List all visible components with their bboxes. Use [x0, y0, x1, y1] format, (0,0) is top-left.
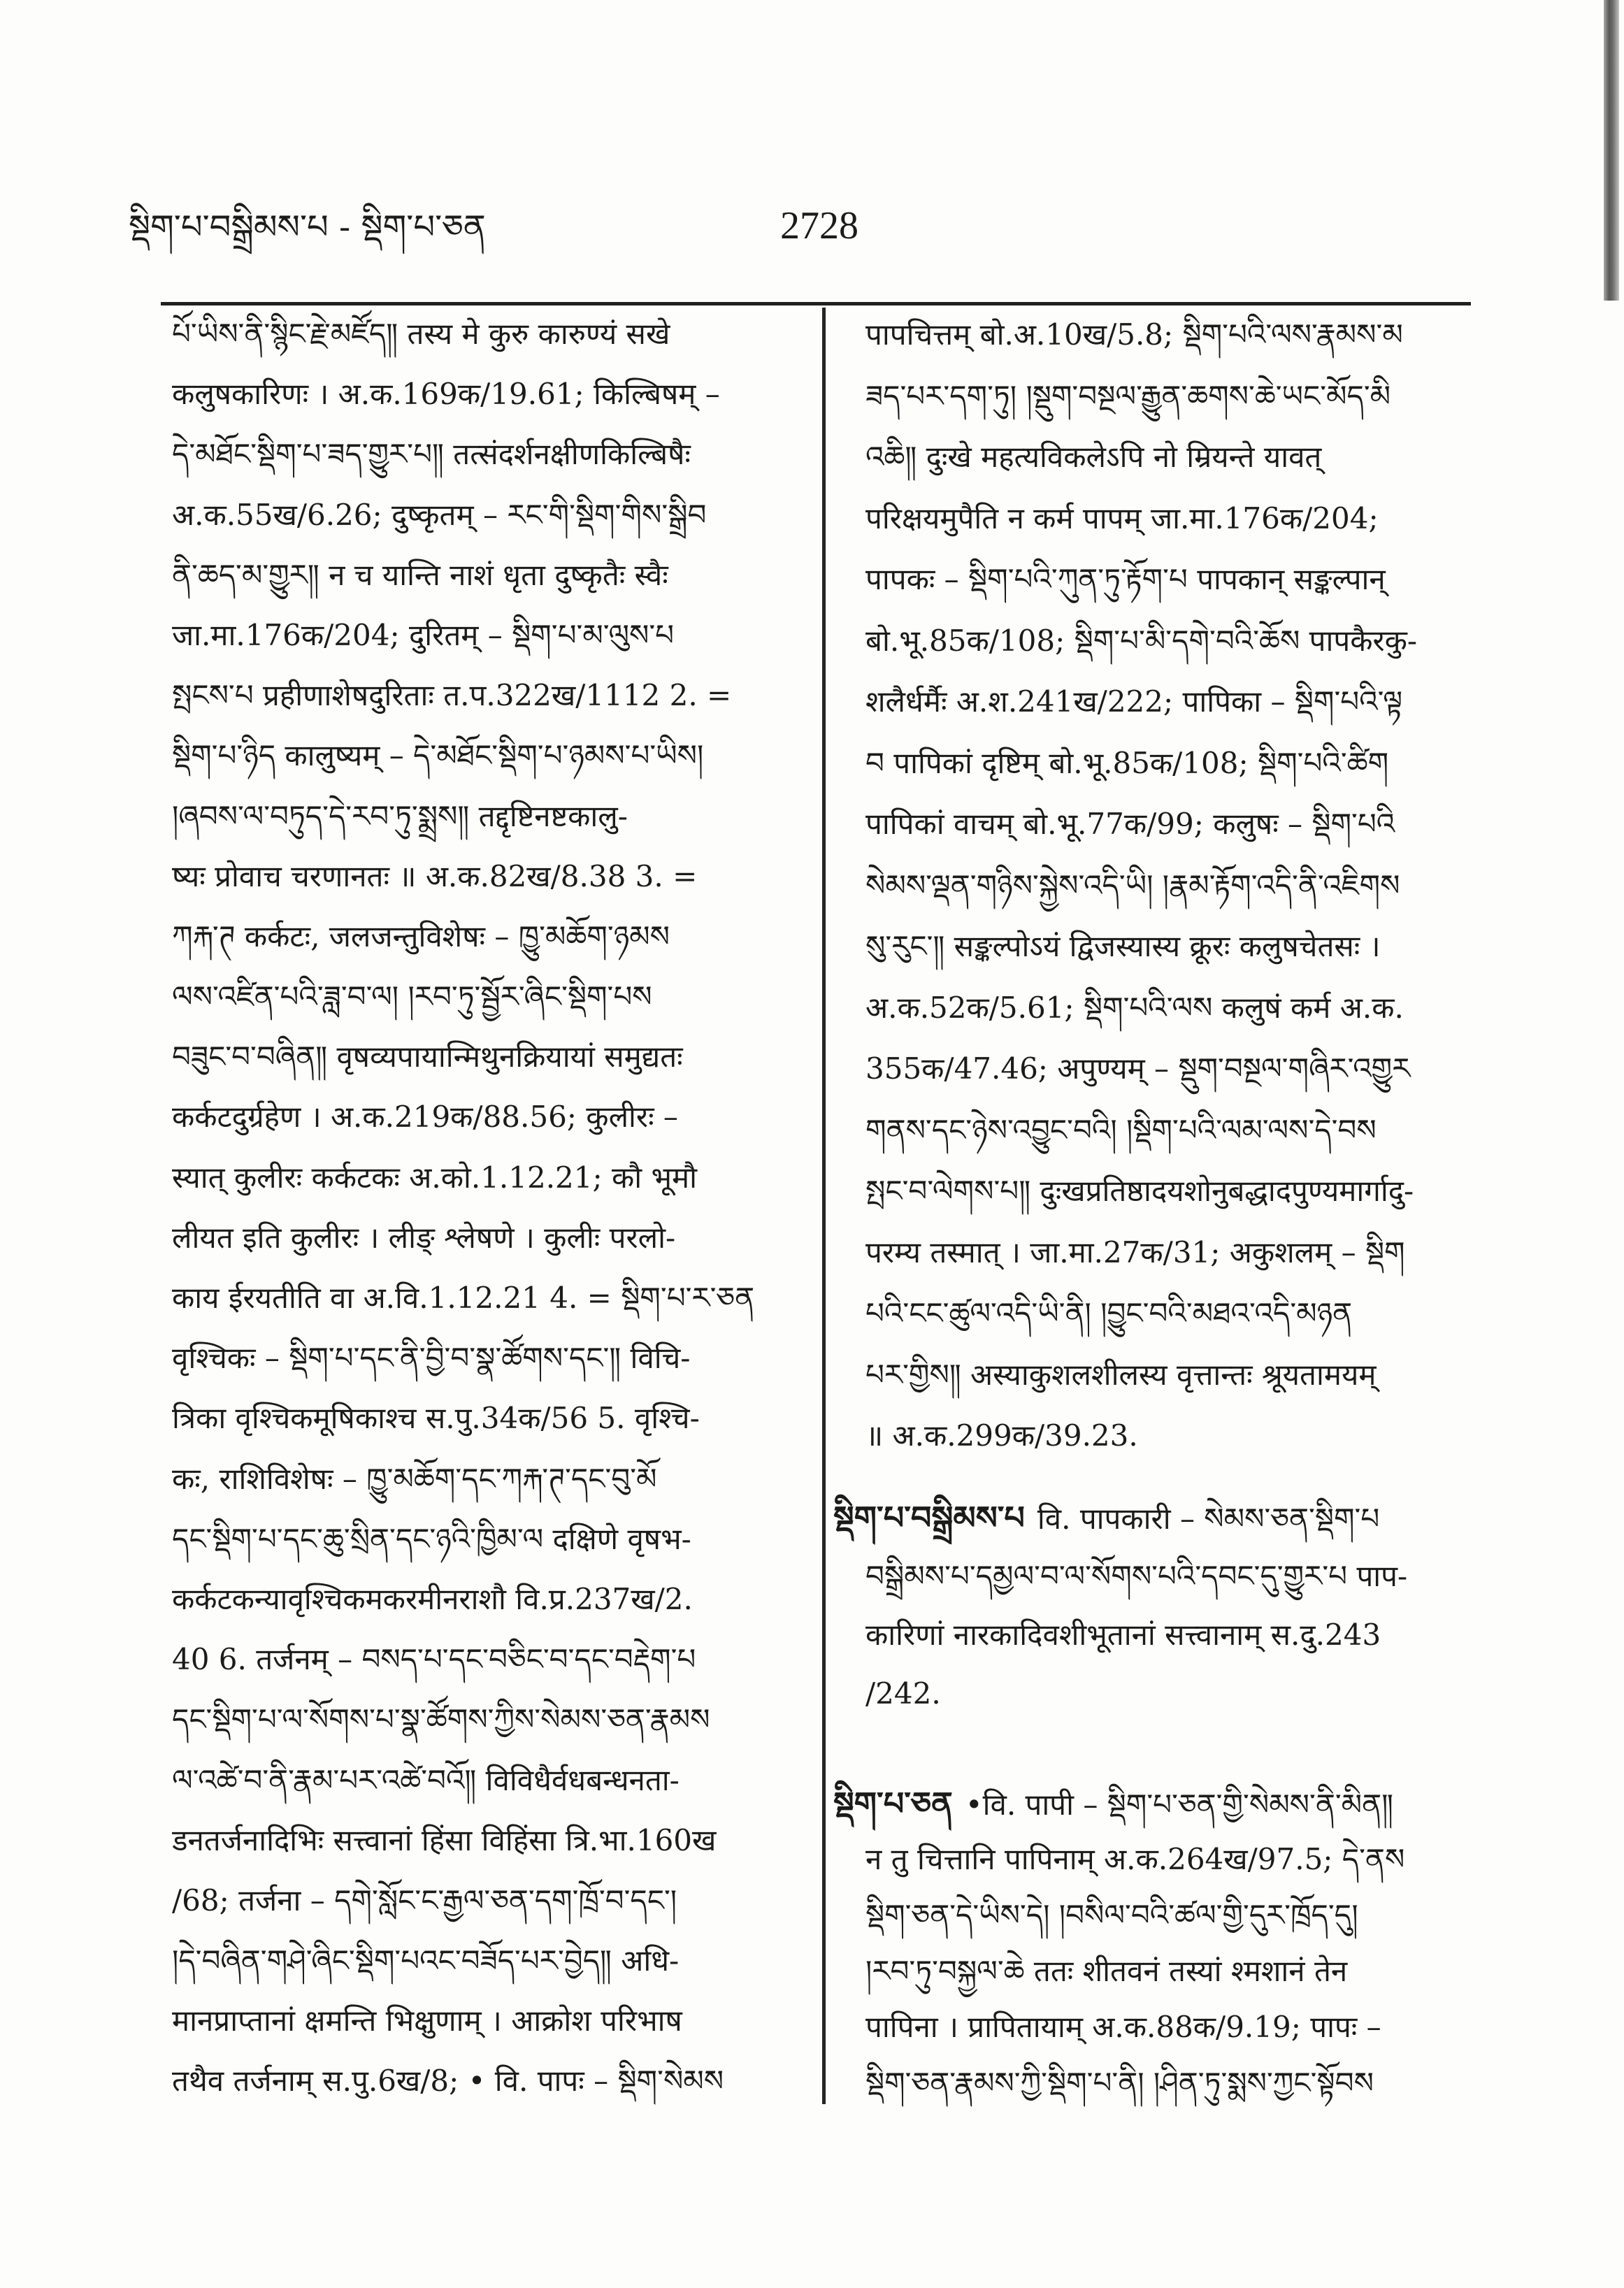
text-line: /68; तर्जना – དགེ་སློང་ང་རྒྱལ་ཅན་དག་ཁྲོ་བ་དང་། [172, 1883, 677, 1918]
text-line: པར་གྱིས༎ अस्याकुशलशीलस्य वृत्तान्तः श्रूयतामयम् [865, 1357, 1377, 1392]
text-line: कर्कटकन्यावृश्चिकमकरमीनराशौ वि.प्र.237ख/2. [172, 1581, 693, 1616]
entry-first-line [833, 1776, 1467, 1832]
headword: སྡིག་པ་བསྒྲིམས་པ [833, 1499, 1025, 1537]
text-line: སྤངས་པ प्रहीणाशेषदुरिताः त.प.322ख/1112 2. = [172, 678, 732, 713]
text-line: पापचित्तम् बो.अ.10ख/5.8; སྡིག་པའི་ལས་རྣམས་མ [865, 317, 1403, 352]
text-line: ནི་ཆད་མ་གྱུར༎ न च यान्ति नाशं धृता दुष्कृतैः स्वैः [172, 557, 668, 592]
text-line: /242. [865, 1676, 941, 1711]
left-column [172, 304, 801, 2112]
text-line: སེམས་ལྡན་གཉིས་སྐྱེས་འདི་ཡི། །རྣམ་རྟོག་འདི་ནི་འཇིགས [865, 868, 1400, 902]
column-divider [822, 308, 826, 2104]
running-head: སྡིག་པ་བསྒྲིམས་པ - སྡིག་པ་ཅན [129, 208, 486, 247]
text-line: कलुषकारिणः । अ.क.169क/19.61; किल्बिषम् – [172, 377, 720, 412]
text-line: तथैव तर्जनाम् स.पु.6ख/8; • वि. पापः – སྡིག་སེམས [172, 2064, 724, 2099]
headword: སྡིག་པ་ཅན [833, 1785, 953, 1822]
text-line: ལས་འཛིན་པའི་ཟླ་བ་ལ། །རབ་ཏུ་སྦྱོར་ཞིང་སྡིག་པས [172, 979, 652, 1014]
text-line: परिक्षयमुपैति न कर्म पापम् जा.मा.176क/204; [865, 501, 1379, 535]
text-line: वृश्चिकः – སྡིག་པ་དང་ནི་བྱི་བ་སྣ་ཚོགས་དང་༎ विचि- [172, 1341, 691, 1376]
text-line: །དེ་བཞིན་གཤེ་ཞིང་སྡིག་པའང་བཟོད་པར་བྱེད༎ अधि- [172, 1943, 680, 1978]
text-line: སུ་རུང་༎ सङ्कल्पोऽयं द्विजस्यास्य क्रूरः कलुषचेतसः । [865, 929, 1381, 963]
text-line: काय ईरयतीति वा अ.वि.1.12.21 4. = སྡིག་པ་ར་ཅན [172, 1281, 755, 1315]
text-line: कर्कटदुर्ग्रहेण । अ.क.219क/88.56; कुलीरः – [172, 1100, 678, 1135]
text-line: ཀརྐ་ཊ कर्कटः, जलजन्तुविशेषः – ཁྱུ་མཆོག་ཉམས [172, 919, 670, 954]
text-line: अ.क.52क/5.61; སྡིག་པའི་ལས कलुषं कर्म अ.क. [865, 990, 1404, 1025]
text-line: ॥ अ.क.299क/39.23. [865, 1418, 1138, 1453]
text-line: शलैर्धर्मैः अ.श.241ख/222; पापिका – སྡིག་པའི་ལྟ [865, 684, 1403, 719]
text-line: བསྒྲིམས་པ་དམྱལ་བ་ལ་སོགས་པའི་དབང་དུ་གྱུར་པ पाप- [865, 1559, 1408, 1593]
dictionary-entry-continued [833, 304, 1467, 1467]
text-line: བཟུང་བ་བཞིན༎ वृषव्यपायान्मिथुनक्रियायां समुद्यतः [172, 1039, 683, 1074]
dictionary-entry [833, 1776, 1467, 2111]
text-line: འཆི༎ दुःखे महत्यविकलेऽपि नो म्रियन्ते यावत् [865, 440, 1322, 474]
text-line: བ पापिकां दृष्टिम् बो.भू.85क/108; སྡིག་པའི་ཚིག [865, 745, 1389, 780]
text-line: त्रिका वृश्चिकमूषिकाश्च स.पु.34क/56 5. वृश्चि- [172, 1401, 700, 1436]
text-line: ष्यः प्रोवाच चरणानतः ॥ अ.क.82ख/8.38 3. = [172, 858, 698, 893]
entry-first-line [833, 1488, 1467, 1547]
text-line: डनतर्जनादिभिः सत्त्वानां हिंसा विहिंसा त्रि.भा.160ख [172, 1822, 717, 1857]
text-line: དེ་མཐོང་སྡིག་པ་ཟད་གྱུར་པ༎ तत्संदर्शनक्षीणकिल्बिषैः [172, 437, 691, 472]
text-line: དང་སྡིག་པ་ལ་སོགས་པ་སྣ་ཚོགས་ཀྱིས་སེམས་ཅན་རྣམས [172, 1702, 710, 1737]
text-line: बो.भू.85क/108; སྡིག་པ་མི་དགེ་བའི་ཆོས पापकैरकु- [865, 623, 1418, 658]
text-line: པོ་ཡིས་ནི་སྙིང་རྗེ་མཛོད༎ तस्य मे कुरु कारुण्यं सखे [172, 317, 670, 351]
text-line: लीयत इति कुलीरः । लीङ् श्लेषणे । कुलीः परलो- [172, 1220, 676, 1255]
text-line: पापकः – སྡིག་པའི་ཀུན་ཏུ་རྟོག་པ पापकान् सङ्कल्पान् [865, 562, 1386, 596]
dictionary-entry [833, 1488, 1467, 1723]
text-line: པའི་ངང་ཚུལ་འདི་ཡི་ནི། །བྱུང་བའི་མཐའ་འདི་མཉན [865, 1296, 1353, 1330]
text-line: परम्य तस्मात् । जा.मा.27क/31; अकुशलम् – སྡིག [865, 1235, 1405, 1269]
text-line: मानप्राप्तानां क्षमन्ति भिक्षुणाम् । आक्रोश परिभाष [172, 2003, 682, 2038]
text-line: །རབ་ཏུ་བསྐྱལ་ཆེ ततः शीतवनं तस्यां श्मशानं तेन [865, 1954, 1348, 1988]
entry-definition: •वि. पापी – སྡིག་པ་ཅན་གྱི་སེམས་ནི་མིན༎ [965, 1787, 1394, 1822]
scan-edge-artifact [1604, 0, 1619, 301]
text-line: ལ་འཚེ་བ་ནི་རྣམ་པར་འཚེ་བའོ༎ विविधैर्वधबन्धनता- [172, 1762, 680, 1797]
text-line: अ.क.55ख/6.26; दुष्कृतम् – རང་གི་སྡིག་གིས་སྒྲིབ [172, 497, 707, 532]
text-line: पापिकां वाचम् बो.भू.77क/99; कलुषः – སྡིག་པའི [865, 807, 1395, 841]
text-line: 40 6. तर्जनम् – བསད་པ་དང་བཅིང་བ་དང་བརྡེག་པ [172, 1642, 696, 1677]
text-line: 355क/47.46; अपुण्यम् – སྡུག་བསྔལ་གཞིར་འགྱུར [865, 1051, 1411, 1086]
text-line: སྤང་བ་ལེགས་པ༎ दुःखप्रतिष्ठादयशोनुबद्धादपुण्यमार्गादु- [865, 1174, 1414, 1208]
text-line: སྡིག་པ་ཉིད कालुष्यम् – དེ་མཐོང་སྡིག་པ་ཉམས་པ་ཡིས། [172, 738, 704, 773]
text-line: जा.मा.176क/204; दुरितम् – སྡིག་པ་མ་ལུས་པ [172, 617, 675, 652]
text-line: कः, राशिविशेषः – ཁྱུ་མཆོག་དང་ཀརྐ་ཊ་དང་བུ་མོ [172, 1461, 657, 1496]
text-line: ཟད་པར་དག་ཏུ། །སྡུག་བསྔལ་རྒྱུན་ཆགས་ཆེ་ཡང་མོད་མི [865, 378, 1391, 413]
text-line: དང་སྡིག་པ་དང་ཆུ་སྲིན་དང་ཉའི་ཁྱིམ་ལ दक्षिणे वृषभ- [172, 1521, 691, 1556]
entry-definition: वि. पापकारी – སེམས་ཅན་སྡིག་པ [1037, 1502, 1380, 1536]
text-line: न तु चित्तानि पापिनाम् अ.क.264ख/97.5; དེ་ནས [865, 1842, 1405, 1876]
text-line: स्यात् कुलीरः कर्कटकः अ.को.1.12.21; कौ भूमौ [172, 1160, 697, 1195]
text-line: སྡིག་ཅན་རྣམས་ཀྱི་སྡིག་པ་ནི། །ཤིན་ཏུ་སྨས་ཀྱང་སྟོབས [865, 2066, 1374, 2100]
text-line: །ཞབས་ལ་བཏུད་དེ་རབ་ཏུ་སྨྲས༎ तद्दृष्टिनष्टकालु- [172, 798, 628, 833]
text-line: གནས་དང་ཉེས་འབྱུང་བའི། །སྡིག་པའི་ལམ་ལས་དེ་བས [865, 1112, 1377, 1147]
page-number: 2728 [780, 204, 858, 247]
text-line: कारिणां नारकादिवशीभूतानां सत्त्वानाम् स.दु.243 [865, 1618, 1381, 1652]
text-line: पापिना । प्रापितायाम् अ.क.88क/9.19; पापः – [865, 2010, 1381, 2044]
text-line: སྡིག་ཅན་དེ་ཡིས་དེ། །བསིལ་བའི་ཚལ་གྱི་དུར་ཁྲོད་དུ། [865, 1898, 1358, 1932]
